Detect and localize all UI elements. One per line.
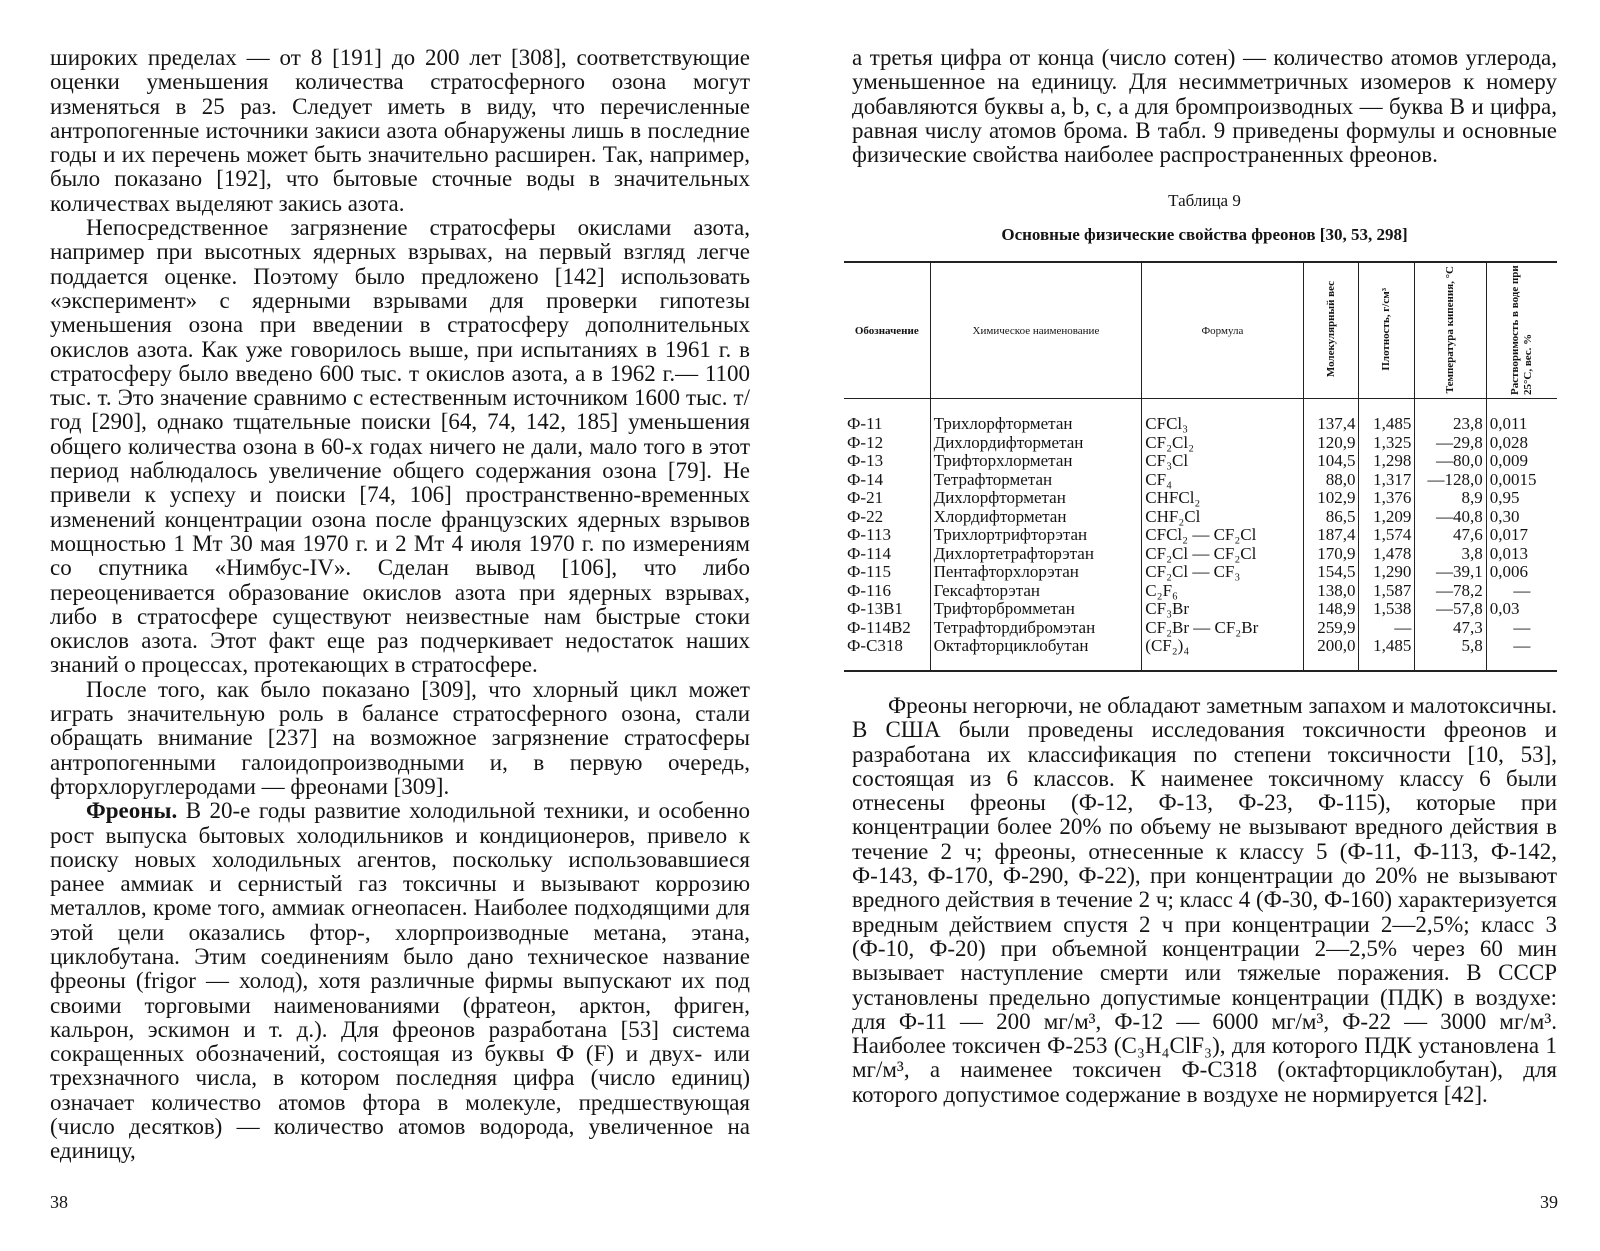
table-row: [844, 619, 1557, 638]
formula-cell: C₂F₆: [1142, 582, 1303, 601]
header-chemical-name: Химическое наименование: [930, 262, 1142, 399]
designation-cell: Ф-113: [847, 525, 891, 545]
chemical-name-cell: Дихлордифторметан: [930, 434, 1142, 453]
chemical-name-cell: Тетрафтордибромэтан: [930, 619, 1142, 638]
designation-cell: Ф-115: [847, 562, 891, 582]
density-cell: 1,298: [1359, 452, 1415, 471]
right-paragraph-toxicity: Фреоны негорючи, не обладают заметным запахом и малотоксичны. В США были проведены исследования токсичности фреонов и разработана их классификация по степени токсичности [10, 53], состоящая из 6 классов. К наименее токсичному классу 6 были отнесены фреоны (Ф-12, Ф-13, Ф-23, Ф-115), которые при концентрации более 20% по объему не вызывают вредного действия в течение 2 ч; фреоны, отнесенные к классу 5 (Ф-11, Ф-113, Ф-142, Ф-143, Ф-170, Ф-290, Ф-22), при концентрации до 20% не вызывают вредного действия в течение 2 ч; класс 4 (Ф-30, Ф-160) характеризуется вредным действием спустя 2 ч при концентрации 2—2,5%; класс 3 (Ф-10, Ф-20) при объемной концентрации 2—2,5% через 60 мин вызывает наступление смерти или тяжелые поражения. В СССР установлены предельно допустимые концентрации (ПДК) в воздухе: для Ф-11 — 200 мг/м³, Ф-12 — 6000 мг/м³, Ф-22 — 3000 мг/м³. Наиболее токсичен Ф-253 (C₃H₄ClF₃), для которого ПДК установлена 1 мг/м³, а наименее токсичен Ф-С318 (октафторциклобутан), для которого допустимое содержание в воздухе не нормируется [42].: [852, 692, 1557, 1107]
formula-cell: CF₂Cl₂: [1142, 434, 1303, 453]
table-body: [844, 399, 1557, 671]
designation-cell: Ф-14: [847, 469, 884, 489]
formula-cell: CF₃Br: [1142, 600, 1303, 619]
molecular-weight-cell: 187,4: [1303, 526, 1359, 545]
boiling-point-cell: —39,1: [1415, 563, 1486, 582]
table-row: [844, 452, 1557, 471]
left-paragraph-2: Непосредственное загрязнение стратосферы окислами азота, например при высотных ядерных взрывах, на первый взгляд легче поддается оценке. Поэтому было предложено [142] использовать «эксперимент» с ядерными взрывами для проверки гипотезы уменьшения озона при введении в стратосферу дополнительных окислов азота. Как уже говорилось выше, при испытаниях в 1961 г. в стратосферу было введено 600 тыс. т окислов азота, а в 1962 г.— 1100 тыс. т. Это значение сравнимо с естественным источником 1600 тыс. т/год [290], однако тщательные поиски [64, 74, 142, 185] уменьшения общего количества озона в 60-х годах ничего не дали, мало того в этот период наблюдалось увеличение общего содержания озона [79]. Не привели к успеху и поиски [74, 106] пространственно-временных изменений концентрации озона после французских ядерных взрывов мощностью 1 Мт 30 мая 1970 г. и 2 Мт 4 июля 1970 г. по измерениям со спутника «Нимбус-IV». Сделан вывод [106], что либо переоценивается образование окислов азота при ядерных взрывах, либо в стратосфере существуют неизвестные нам быстрые стоки окислов азота. Этот факт еще раз подчеркивает недостаток наших знаний о процессах, протекающих в стратосфере.: [50, 215, 750, 678]
density-cell: 1,485: [1359, 637, 1415, 671]
left-paragraph-3: После того, как было показано [309], что хлорный цикл может играть значительную роль в балансе стратосферного озона, стали обращать внимание [237] на возможное загрязнение стратосферы антропогенными галоидопроизводными и, в первую очередь, фторхлоруглеродами — фреонами [309].: [50, 676, 750, 799]
boiling-point-cell: —57,8: [1415, 600, 1486, 619]
left-paragraph-4: [50, 799, 750, 1163]
boiling-point-cell: 5,8: [1415, 637, 1486, 671]
boiling-point-cell: 8,9: [1415, 489, 1486, 508]
boiling-point-cell: 23,8: [1415, 399, 1486, 434]
right-intro-paragraph: а третья цифра от конца (число сотен) — количество атомов углерода, уменьшенное на единицу. Для несимметричных изомеров к номеру добавляются буквы а, b, с, а для бромпроизводных — буква В и цифра, равная числу атомов брома. В табл. 9 приведены формулы и основные физические свойства наиболее распространенных фреонов.: [852, 45, 1557, 168]
designation-cell: Ф-21: [847, 488, 884, 508]
boiling-point-cell: —40,8: [1415, 508, 1486, 527]
solubility-cell: 0,03: [1486, 600, 1557, 619]
formula-cell: CF₄: [1142, 471, 1303, 490]
chemical-name-cell: Дихлортетрафторэтан: [930, 545, 1142, 564]
designation-cell: Ф-114: [847, 543, 891, 563]
molecular-weight-cell: 259,9: [1303, 619, 1359, 638]
designation-cell: Ф-116: [847, 580, 891, 600]
table-row: [844, 582, 1557, 601]
table-row: [844, 600, 1557, 619]
designation-cell: Ф-11: [847, 414, 883, 434]
boiling-point-cell: —128,0: [1415, 471, 1486, 490]
designation-cell: Ф-12: [847, 432, 884, 452]
chemical-name-cell: Тетрафторметан: [930, 471, 1142, 490]
solubility-cell: 0,0015: [1486, 471, 1557, 490]
freons-text: В 20-е годы развитие холодильной техники, и особенно рост выпуска бытовых холодильников и кондиционеров, привело к поиску новых холодильных агентов, поскольку использовавшиеся ранее аммиак и сернистый газ токсичны и вызывают коррозию металлов, кроме того, аммиак огнеопасен. Наиболее подходящими для этой цели оказались фтор-, хлорпроизводные метана, этана, циклобутана. Этим соединениям было дано техническое название фреоны (frigor — холод), хотя различные фирмы выпускают их под своими торговыми наименованиями (фратеон, арктон, фриген, кальрон, эскимон и т. д.). Для фреонов разработана [53] система сокращенных обозначений, состоящая из буквы Ф (F) и двух- или трехзначного числа, в котором последняя цифра (число единиц) означает количество атомов фтора в молекуле, предшествующая (число десятков) — количество атомов водорода, увеличенное на единицу,: [50, 798, 750, 1164]
chemical-name-cell: Трифторбромметан: [930, 600, 1142, 619]
table-row: [844, 434, 1557, 453]
solubility-cell: 0,30: [1486, 508, 1557, 527]
molecular-weight-cell: 154,5: [1303, 563, 1359, 582]
molecular-weight-cell: 170,9: [1303, 545, 1359, 564]
formula-cell: CHF₂Cl: [1142, 508, 1303, 527]
density-cell: 1,290: [1359, 563, 1415, 582]
chemical-name-cell: Гексафторэтан: [930, 582, 1142, 601]
chemical-name-cell: Трихлортрифторэтан: [930, 526, 1142, 545]
formula-cell: CHFCl₂: [1142, 489, 1303, 508]
freon-properties-table: [844, 261, 1557, 672]
formula-cell: CFCl₃: [1142, 399, 1303, 434]
right-page: [847, 45, 1557, 1107]
chemical-name-cell: Трихлорфторметан: [930, 399, 1142, 434]
header-boiling-point: Температура кипения, °С: [1415, 262, 1486, 399]
header-formula: Формула: [1142, 262, 1303, 399]
chemical-name-cell: Хлордифторметан: [930, 508, 1142, 527]
density-cell: 1,376: [1359, 489, 1415, 508]
density-cell: 1,574: [1359, 526, 1415, 545]
molecular-weight-cell: 88,0: [1303, 471, 1359, 490]
molecular-weight-cell: 102,9: [1303, 489, 1359, 508]
table-header-row: [844, 262, 1557, 399]
header-solubility: Растворимость в воде при 25°С, вес. %: [1486, 262, 1557, 399]
formula-cell: (CF₂)₄: [1142, 637, 1303, 671]
chemical-name-cell: Пентафторхлорэтан: [930, 563, 1142, 582]
density-cell: 1,478: [1359, 545, 1415, 564]
table-row: [844, 399, 1557, 434]
molecular-weight-cell: 148,9: [1303, 600, 1359, 619]
density-cell: 1,538: [1359, 600, 1415, 619]
formula-cell: CFCl₂ — CF₂Cl: [1142, 526, 1303, 545]
table-row: [844, 489, 1557, 508]
solubility-cell: 0,017: [1486, 526, 1557, 545]
molecular-weight-cell: 138,0: [1303, 582, 1359, 601]
boiling-point-cell: —80,0: [1415, 452, 1486, 471]
left-paragraph-1: широких пределах — от 8 [191] до 200 лет [308], соответствующие оценки уменьшения количества стратосферного озона могут изменяться в 25 раз. Следует иметь в виду, что перечисленные антропогенные источники закиси азота обнаружены лишь в последние годы и их перечень может быть значительно расширен. Так, например, было показано [192], что бытовые сточные воды в значительных количествах выделяют закись азота.: [50, 45, 750, 216]
table-row: [844, 637, 1557, 671]
solubility-cell: —: [1486, 582, 1557, 601]
density-cell: —: [1359, 619, 1415, 638]
formula-cell: CF₂Cl — CF₃: [1142, 563, 1303, 582]
header-density: Плотность, г/см³: [1359, 262, 1415, 399]
solubility-cell: —: [1486, 619, 1557, 638]
molecular-weight-cell: 137,4: [1303, 399, 1359, 434]
solubility-cell: 0,011: [1486, 399, 1557, 434]
boiling-point-cell: 47,6: [1415, 526, 1486, 545]
molecular-weight-cell: 200,0: [1303, 637, 1359, 671]
density-cell: 1,317: [1359, 471, 1415, 490]
header-designation: Обозначение: [844, 262, 930, 399]
boiling-point-cell: 3,8: [1415, 545, 1486, 564]
designation-cell: Ф-13: [847, 451, 884, 471]
molecular-weight-cell: 120,9: [1303, 434, 1359, 453]
formula-cell: CF₂Cl — CF₂Cl: [1142, 545, 1303, 564]
designation-cell: Ф-114В2: [847, 617, 911, 637]
freons-heading: Фреоны.: [86, 798, 178, 824]
boiling-point-cell: 47,3: [1415, 619, 1486, 638]
formula-cell: CF₃Cl: [1142, 452, 1303, 471]
chemical-name-cell: Дихлорфторметан: [930, 489, 1142, 508]
designation-cell: Ф-13В1: [847, 599, 903, 619]
table-row: [844, 508, 1557, 527]
solubility-cell: 0,95: [1486, 489, 1557, 508]
table-row: [844, 526, 1557, 545]
table-row: [844, 471, 1557, 490]
density-cell: 1,325: [1359, 434, 1415, 453]
boiling-point-cell: —78,2: [1415, 582, 1486, 601]
designation-cell: Ф-С318: [844, 637, 930, 671]
chemical-name-cell: Трифторхлорметан: [930, 452, 1142, 471]
solubility-cell: —: [1486, 637, 1557, 671]
solubility-cell: 0,009: [1486, 452, 1557, 471]
table-row: [844, 545, 1557, 564]
boiling-point-cell: —29,8: [1415, 434, 1486, 453]
formula-cell: CF₂Br — CF₂Br: [1142, 619, 1303, 638]
designation-cell: Ф-22: [847, 506, 884, 526]
density-cell: 1,209: [1359, 508, 1415, 527]
table-row: [844, 563, 1557, 582]
table-label: Таблица 9: [1168, 191, 1241, 211]
solubility-cell: 0,006: [1486, 563, 1557, 582]
solubility-cell: 0,013: [1486, 545, 1557, 564]
table-title: Основные физические свойства фреонов [30, 53, 298]: [1001, 225, 1408, 245]
density-cell: 1,587: [1359, 582, 1415, 601]
molecular-weight-cell: 86,5: [1303, 508, 1359, 527]
molecular-weight-cell: 104,5: [1303, 452, 1359, 471]
right-page-number: 39: [1540, 1192, 1558, 1212]
left-page-number: 38: [50, 1192, 68, 1212]
header-molecular-weight: Молекулярный вес: [1303, 262, 1359, 399]
left-page: [50, 46, 750, 1164]
solubility-cell: 0,028: [1486, 434, 1557, 453]
chemical-name-cell: Октафторциклобутан: [930, 637, 1142, 671]
density-cell: 1,485: [1359, 399, 1415, 434]
